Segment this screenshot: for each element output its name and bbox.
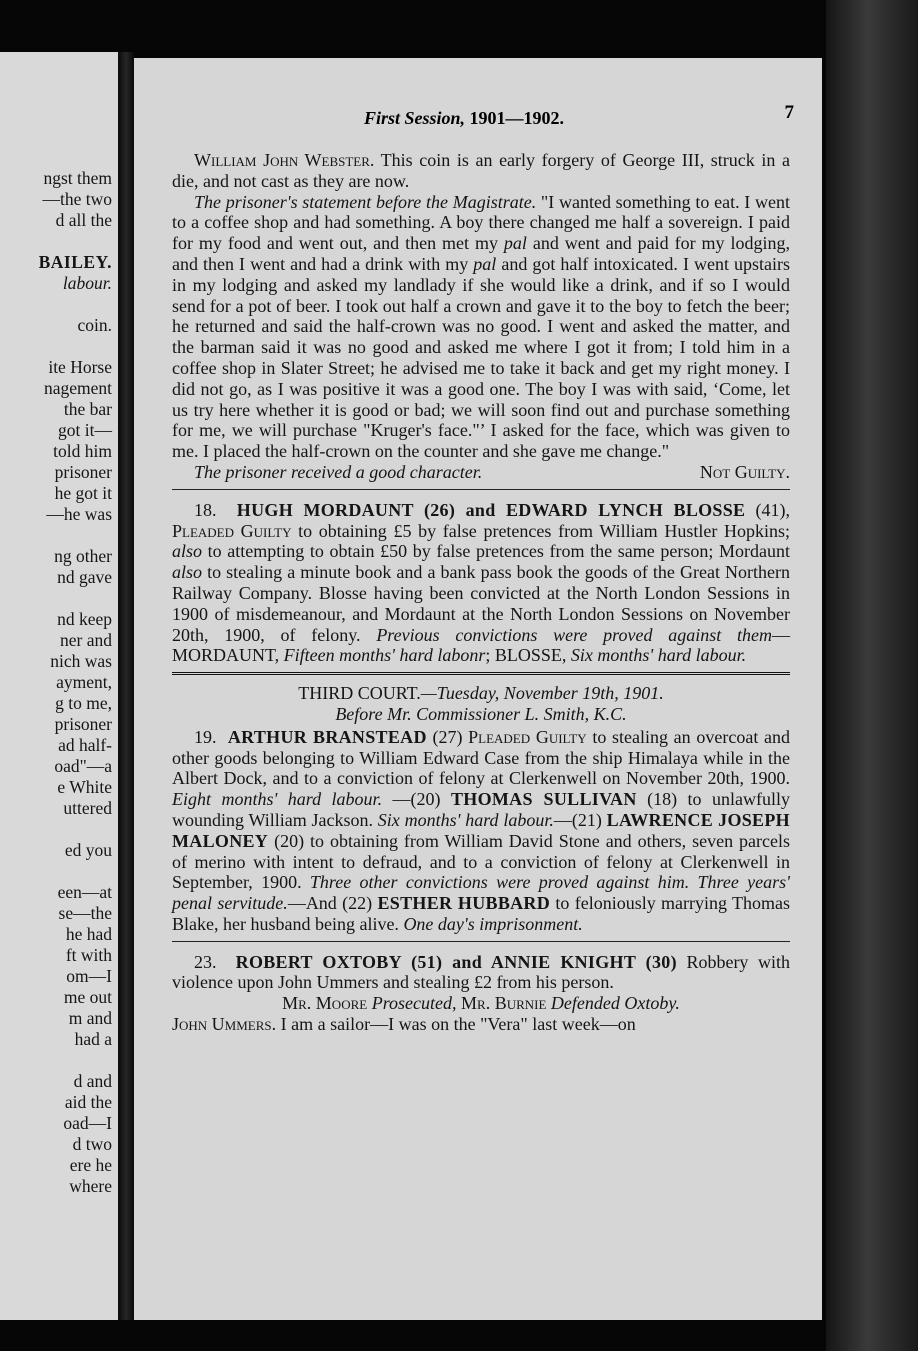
defendant-name: ARTHUR BRANSTEAD — [227, 726, 427, 747]
case-number: 18. — [194, 499, 217, 520]
left-page-text-fragment: BAILEY. — [38, 252, 112, 272]
left-page-text-fragment: ng other — [54, 546, 112, 566]
statement-italic: pal — [473, 253, 497, 274]
left-page-text-fragment: told him — [53, 441, 112, 461]
session-label: First Session, — [364, 108, 466, 128]
statement-text: "I wanted something to eat. I went to a coffee shop and had something. A boy there changed me half a sovereign. I paid for my food and went out, and then met my — [172, 191, 790, 254]
prosecution-counsel: Mr. Moore — [282, 993, 368, 1014]
case-text: to obtaining £5 by false pretences from William Hustler Hopkins; — [291, 520, 790, 541]
sentence: Fifteen months' hard labonr — [283, 645, 486, 666]
case-italic: also — [172, 562, 203, 583]
left-page-text-fragment: nich was — [50, 651, 112, 671]
witness-name: William John Webster. — [194, 150, 375, 170]
case-heading: ROBERT OXTOBY (51) and ANNIE KNIGHT (30) — [235, 951, 677, 972]
left-page-text-fragment: the bar — [63, 399, 112, 419]
left-page-text-fragment: prisoner — [54, 462, 112, 482]
sentence: Six months' hard labour. — [377, 809, 554, 830]
case-text: to feloniously marrying Thomas Blake, her husband being alive. — [172, 893, 790, 934]
case-text: ; BLOSSE, — [485, 645, 571, 666]
defendant-name: LAWRENCE JOSEPH MALONEY — [172, 809, 790, 851]
witness-name: John Ummers. — [172, 1014, 277, 1035]
counsel-line — [172, 993, 790, 1014]
statement-text: and went and paid for my lodging, and then I went and had a drink with my — [172, 233, 790, 274]
left-page-text-fragment: had a — [74, 1029, 112, 1049]
session-years: 1901—1902. — [469, 108, 565, 128]
prisoner-statement — [172, 192, 790, 462]
case-number: 19. — [194, 726, 217, 747]
left-page-text-fragment: —the two — [42, 189, 112, 209]
left-page-text-fragment: he got it — [54, 483, 112, 503]
defendant-name: THOMAS SULLIVAN — [450, 789, 637, 810]
film-edge — [826, 0, 918, 1351]
counsel-role: Prosecuted, — [367, 993, 462, 1014]
statement-label: The prisoner's statement before the Magistrate. — [194, 191, 537, 212]
left-page-text-fragment: ngst them — [43, 168, 112, 188]
character-verdict-row — [172, 462, 790, 483]
left-page-text-fragment: se—the — [58, 903, 112, 923]
left-page-text-fragment: aid the — [64, 1092, 112, 1112]
session-title — [364, 108, 564, 129]
left-page-text-fragment: e White — [57, 777, 112, 797]
court-date: —Tuesday, November 19th, 1901. — [420, 683, 664, 704]
left-page-text-fragment: ite Horse — [48, 357, 112, 377]
left-page-text-fragment: ere he — [69, 1155, 112, 1175]
left-page-text-fragment: ed you — [64, 840, 112, 860]
right-page — [134, 58, 822, 1320]
left-page-text-fragment: uttered — [63, 798, 112, 818]
case-18 — [172, 500, 790, 666]
left-page-text-fragment: —he was — [46, 504, 112, 524]
left-page-text-fragment: nagement — [43, 378, 112, 398]
case-text: Robbery with violence upon John Ummers and stealing £2 from his person. — [172, 951, 791, 993]
statement-text: and got half intoxicated. I went upstairs in my lodging and asked my landlady if she would like a drink, and if so I would send for a pot of beer. I took out half a crown and gave it to the boy to fetch the beer; he returned and said the half-crown was no good. I went and asked the matter, and the barman said it was no good and asked me where I got it from; I told him in a coffee shop in Slater Street; he advised me to take it back and get my right money. I did not go, as I was positive it was a good one. The boy I was with said, ‘Come, let us try here whether it is good or bad; we will soon find out and purchase something for me, we will purchase "Kruger's face."’ I asked for the face, which was given to me. I placed the half-crown on the counter and she gave me change." — [172, 253, 790, 462]
left-page-text-fragment: ad half- — [58, 735, 112, 755]
counsel-role: Defended Oxtoby. — [546, 993, 680, 1014]
case-text: —(21) — [553, 809, 607, 830]
testimony-text: I am a sailor—I was on the "Vera" last week—on — [276, 1014, 636, 1035]
case-text: —MORDAUNT, — [172, 624, 790, 666]
court-judge: Before Mr. Commissioner L. Smith, K.C. — [335, 703, 627, 724]
sentence: One day's imprisonment. — [403, 913, 583, 934]
case-23 — [172, 952, 790, 994]
left-page-text-fragment: ayment, — [56, 672, 112, 692]
left-page-text-fragment: got it— — [58, 420, 112, 440]
plea: Pleaded Guilty — [172, 520, 292, 541]
left-page-text-fragment: labour. — [62, 273, 112, 293]
left-page-text-fragment: me out — [63, 987, 112, 1007]
case-text: to stealing a minute book and a bank pass book the goods of the Great Northern Railway Company. Blosse having been convicted at the North London Sessions in 1900 of misdemeanour, and Mordaunt at the North London Sessions on November 20th, 1900, of felony. — [172, 562, 790, 645]
left-page-text-fragment: m and — [68, 1008, 112, 1028]
left-page-text-fragment: he had — [65, 924, 112, 944]
body-text — [172, 150, 790, 1035]
left-page-text-fragment: nd gave — [57, 567, 112, 587]
case-text: (20) to obtaining from William David Stone and others, seven parcels of merino with intent to defraud, and to a conviction of felony at Clerkenwell in September, 1900. — [172, 830, 790, 893]
case-italic: also — [172, 541, 203, 562]
left-page-text-fragment: om—I — [66, 966, 112, 986]
left-page-text-fragment: nd keep — [57, 609, 112, 629]
case-text: (18) to unlawfully wounding William Jackson. — [172, 789, 790, 830]
case-number: 23. — [194, 951, 217, 972]
plea: Pleaded Guilty — [468, 726, 587, 747]
sentence: Eight months' hard labour. — [172, 789, 383, 810]
case-text: —And (22) — [287, 893, 378, 914]
left-page-text-fragment: prisoner — [54, 714, 112, 734]
court-heading — [172, 683, 790, 704]
left-page-text-fragment: where — [69, 1176, 112, 1196]
case-text: (27) — [426, 726, 469, 747]
left-page-text-fragment: ft with — [65, 945, 112, 965]
case-heading: HUGH MORDAUNT (26) and EDWARD LYNCH BLOSSE — [236, 499, 746, 520]
section-rule — [172, 941, 790, 942]
evidence-text: This coin is an early forgery of George III, struck in a die, and not cast as they are now. — [172, 150, 790, 191]
defendant-name: ESTHER HUBBARD — [377, 893, 551, 914]
left-page-text-fragment: een—at — [57, 882, 112, 902]
webster-evidence — [172, 150, 790, 192]
witness-testimony — [172, 1014, 790, 1035]
page-number: 7 — [784, 102, 794, 123]
running-header — [134, 102, 822, 134]
previous-convictions: Previous convictions were proved against them — [376, 624, 772, 645]
case-text: —(20) — [382, 789, 451, 810]
case-19 — [172, 727, 790, 935]
character-note: The prisoner received a good character. — [194, 461, 483, 482]
left-page-text-fragment: oad—I — [63, 1113, 112, 1133]
left-page-text-fragment: d two — [72, 1134, 112, 1154]
sentence: Three other convictions were proved against him. Three years' penal servitude. — [172, 872, 790, 914]
statement-italic: pal — [503, 233, 527, 254]
sentence: Six months' hard labour. — [570, 645, 747, 666]
left-page-text-fragment: g to me, — [55, 693, 112, 713]
left-page-text-fragment: coin. — [77, 315, 112, 335]
left-page-edge — [0, 52, 118, 1320]
defence-counsel: Mr. Burnie — [461, 993, 547, 1014]
court-divider — [172, 672, 790, 675]
left-page-text-fragment: oad"—a — [54, 756, 112, 776]
verdict: Not Guilty. — [699, 461, 790, 482]
case-text: to stealing an overcoat and other goods belonging to William Edward Case from the ship Himalaya while in the Albert Dock, and to a conviction of felony at Clerkenwell on November 20th, 1900. — [172, 726, 790, 789]
case-text: to attempting to obtain £50 by false pretences from the same person; Mordaunt — [202, 541, 790, 562]
court-name: THIRD COURT. — [298, 683, 421, 704]
section-rule — [172, 489, 790, 490]
left-page-text-fragment: d and — [73, 1071, 112, 1091]
case-text: (41), — [745, 499, 790, 520]
book-spine — [118, 52, 134, 1320]
left-page-text-fragment: d all the — [55, 210, 112, 230]
left-page-text-fragment: ner and — [60, 630, 112, 650]
